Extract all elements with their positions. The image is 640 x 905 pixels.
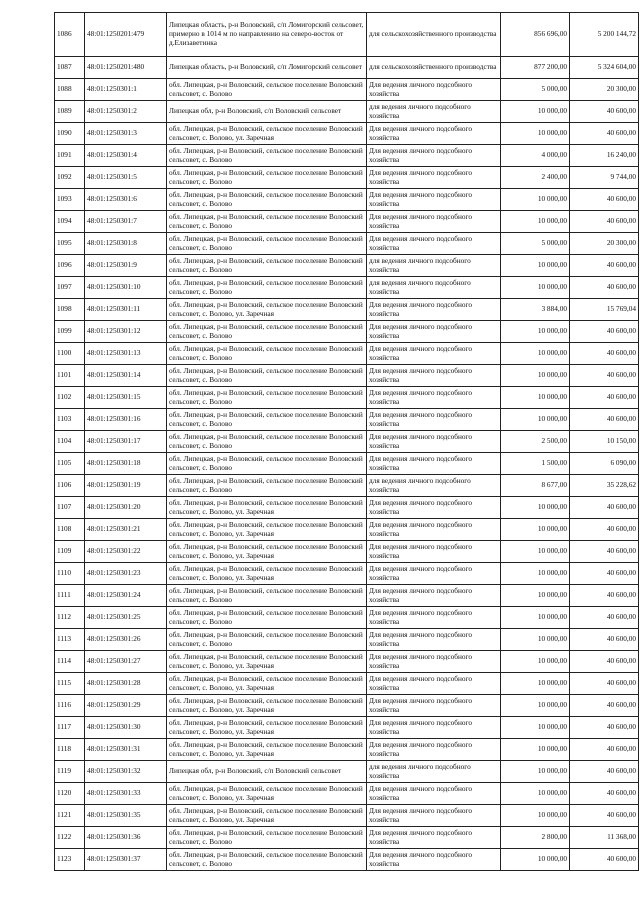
parcel-area: 877 200,00 xyxy=(501,57,570,79)
table-row xyxy=(55,761,639,783)
cadastral-value: 40 600,00 xyxy=(570,497,639,519)
table-row xyxy=(55,145,639,167)
parcel-area: 10 000,00 xyxy=(501,387,570,409)
permitted-use: Для ведения личного подсобного хозяйства xyxy=(367,739,501,761)
row-number: 1110 xyxy=(55,563,85,585)
table-row xyxy=(55,13,639,57)
parcel-area: 10 000,00 xyxy=(501,783,570,805)
parcel-area: 2 500,00 xyxy=(501,431,570,453)
row-number: 1102 xyxy=(55,387,85,409)
row-number: 1114 xyxy=(55,651,85,673)
permitted-use: Для ведения личного подсобного хозяйства xyxy=(367,541,501,563)
cadastral-number: 48:01:1250301:28 xyxy=(85,673,167,695)
cadastral-number: 48:01:1250301:16 xyxy=(85,409,167,431)
table-row xyxy=(55,343,639,365)
permitted-use: Для ведения личного подсобного хозяйства xyxy=(367,211,501,233)
table-row xyxy=(55,453,639,475)
table-row xyxy=(55,519,639,541)
cadastral-number: 48:01:1250301:10 xyxy=(85,277,167,299)
parcel-area: 10 000,00 xyxy=(501,695,570,717)
parcel-address: обл. Липецкая, р-н Воловский, сельское поселение Воловский сельсовет, с. Волово, ул. Заречная xyxy=(167,783,367,805)
parcel-area: 10 000,00 xyxy=(501,365,570,387)
parcel-address: обл. Липецкая, р-н Воловский, сельское поселение Воловский сельсовет, с. Волово, ул. Заречная xyxy=(167,805,367,827)
row-number: 1090 xyxy=(55,123,85,145)
table-row xyxy=(55,651,639,673)
permitted-use: Для ведения личного подсобного хозяйства xyxy=(367,585,501,607)
parcel-address: обл. Липецкая, р-н Воловский, сельское поселение Воловский сельсовет, с. Волово xyxy=(167,277,367,299)
cadastral-number: 48:01:1250301:32 xyxy=(85,761,167,783)
table-row xyxy=(55,475,639,497)
row-number: 1119 xyxy=(55,761,85,783)
parcel-address: Липецкая обл, р-н Воловский, с/п Воловский сельсовет xyxy=(167,761,367,783)
permitted-use: для ведения личного подсобного хозяйства xyxy=(367,255,501,277)
table-row xyxy=(55,189,639,211)
cadastral-number: 48:01:1250201:480 xyxy=(85,57,167,79)
parcel-area: 10 000,00 xyxy=(501,805,570,827)
permitted-use: Для ведения личного подсобного хозяйства xyxy=(367,431,501,453)
permitted-use: Для ведения личного подсобного хозяйства xyxy=(367,827,501,849)
parcel-area: 856 696,00 xyxy=(501,13,570,57)
cadastral-number: 48:01:1250301:29 xyxy=(85,695,167,717)
row-number: 1108 xyxy=(55,519,85,541)
cadastral-value: 5 200 144,72 xyxy=(570,13,639,57)
row-number: 1117 xyxy=(55,717,85,739)
permitted-use: Для ведения личного подсобного хозяйства xyxy=(367,299,501,321)
row-number: 1092 xyxy=(55,167,85,189)
permitted-use: Для ведения личного подсобного хозяйства xyxy=(367,607,501,629)
parcel-area: 10 000,00 xyxy=(501,101,570,123)
cadastral-value: 40 600,00 xyxy=(570,739,639,761)
row-number: 1115 xyxy=(55,673,85,695)
parcel-address: обл. Липецкая, р-н Воловский, сельское поселение Воловский сельсовет, с. Волово xyxy=(167,607,367,629)
cadastral-value: 40 600,00 xyxy=(570,541,639,563)
parcel-address: обл. Липецкая, р-н Воловский, сельское поселение Воловский сельсовет, с. Волово, ул. Заречная xyxy=(167,123,367,145)
land-parcel-table xyxy=(54,12,639,871)
parcel-area: 10 000,00 xyxy=(501,673,570,695)
permitted-use: Для ведения личного подсобного хозяйства xyxy=(367,629,501,651)
row-number: 1107 xyxy=(55,497,85,519)
cadastral-number: 48:01:1250301:2 xyxy=(85,101,167,123)
permitted-use: Для ведения личного подсобного хозяйства xyxy=(367,563,501,585)
table-row xyxy=(55,277,639,299)
permitted-use: Для ведения личного подсобного хозяйства xyxy=(367,167,501,189)
row-number: 1101 xyxy=(55,365,85,387)
parcel-address: обл. Липецкая, р-н Воловский, сельское поселение Воловский сельсовет, с. Волово xyxy=(167,585,367,607)
table-row xyxy=(55,211,639,233)
parcel-area: 10 000,00 xyxy=(501,255,570,277)
table-row xyxy=(55,497,639,519)
cadastral-value: 40 600,00 xyxy=(570,409,639,431)
cadastral-number: 48:01:1250301:21 xyxy=(85,519,167,541)
permitted-use: Для ведения личного подсобного хозяйства xyxy=(367,189,501,211)
parcel-address: Липецкая область, р-н Воловский, с/п Ломигорский сельсовет, примерно в 1014 м по направлению на северо-восток от д.Елизаветинка xyxy=(167,13,367,57)
cadastral-value: 40 600,00 xyxy=(570,189,639,211)
permitted-use: Для ведения личного подсобного хозяйства xyxy=(367,343,501,365)
parcel-area: 10 000,00 xyxy=(501,123,570,145)
table-row xyxy=(55,695,639,717)
cadastral-number: 48:01:1250301:18 xyxy=(85,453,167,475)
parcel-address: обл. Липецкая, р-н Воловский, сельское поселение Воловский сельсовет, с. Волово, ул. Заречная xyxy=(167,563,367,585)
parcel-area: 1 500,00 xyxy=(501,453,570,475)
cadastral-value: 10 150,00 xyxy=(570,431,639,453)
cadastral-number: 48:01:1250301:8 xyxy=(85,233,167,255)
cadastral-value: 40 600,00 xyxy=(570,717,639,739)
table-row xyxy=(55,299,639,321)
cadastral-number: 48:01:1250301:14 xyxy=(85,365,167,387)
parcel-address: обл. Липецкая, р-н Воловский, сельское поселение Воловский сельсовет, с. Волово xyxy=(167,167,367,189)
cadastral-value: 35 228,62 xyxy=(570,475,639,497)
cadastral-value: 40 600,00 xyxy=(570,761,639,783)
row-number: 1103 xyxy=(55,409,85,431)
parcel-address: обл. Липецкая, р-н Воловский, сельское поселение Воловский сельсовет, с. Волово, ул. Заречная xyxy=(167,299,367,321)
cadastral-value: 40 600,00 xyxy=(570,365,639,387)
parcel-address: обл. Липецкая, р-н Воловский, сельское поселение Воловский сельсовет, с. Волово, ул. Заречная xyxy=(167,695,367,717)
parcel-address: обл. Липецкая, р-н Воловский, сельское поселение Воловский сельсовет, с. Волово xyxy=(167,343,367,365)
row-number: 1120 xyxy=(55,783,85,805)
permitted-use: Для ведения личного подсобного хозяйства xyxy=(367,365,501,387)
permitted-use: Для ведения личного подсобного хозяйства xyxy=(367,233,501,255)
cadastral-value: 5 324 604,00 xyxy=(570,57,639,79)
cadastral-value: 40 600,00 xyxy=(570,277,639,299)
cadastral-number: 48:01:1250301:11 xyxy=(85,299,167,321)
cadastral-number: 48:01:1250301:15 xyxy=(85,387,167,409)
row-number: 1104 xyxy=(55,431,85,453)
table-row xyxy=(55,827,639,849)
cadastral-value: 40 600,00 xyxy=(570,805,639,827)
parcel-area: 10 000,00 xyxy=(501,739,570,761)
parcel-address: обл. Липецкая, р-н Воловский, сельское поселение Воловский сельсовет, с. Волово xyxy=(167,475,367,497)
row-number: 1096 xyxy=(55,255,85,277)
parcel-address: Липецкая область, р-н Воловский, с/п Ломигорский сельсовет xyxy=(167,57,367,79)
parcel-address: обл. Липецкая, р-н Воловский, сельское поселение Воловский сельсовет, с. Волово xyxy=(167,321,367,343)
table-row xyxy=(55,541,639,563)
row-number: 1105 xyxy=(55,453,85,475)
cadastral-value: 40 600,00 xyxy=(570,387,639,409)
row-number: 1118 xyxy=(55,739,85,761)
cadastral-value: 40 600,00 xyxy=(570,211,639,233)
permitted-use: для ведения личного подсобного хозяйства xyxy=(367,761,501,783)
permitted-use: Для ведения личного подсобного хозяйства xyxy=(367,717,501,739)
cadastral-value: 40 600,00 xyxy=(570,585,639,607)
cadastral-number: 48:01:1250301:26 xyxy=(85,629,167,651)
row-number: 1088 xyxy=(55,79,85,101)
table-row xyxy=(55,717,639,739)
parcel-address: обл. Липецкая, р-н Воловский, сельское поселение Воловский сельсовет, с. Волово xyxy=(167,849,367,871)
parcel-address: обл. Липецкая, р-н Воловский, сельское поселение Воловский сельсовет, с. Волово xyxy=(167,827,367,849)
parcel-area: 5 000,00 xyxy=(501,79,570,101)
cadastral-number: 48:01:1250301:35 xyxy=(85,805,167,827)
table-row xyxy=(55,629,639,651)
row-number: 1109 xyxy=(55,541,85,563)
cadastral-value: 40 600,00 xyxy=(570,123,639,145)
table-row xyxy=(55,79,639,101)
table-row xyxy=(55,607,639,629)
row-number: 1087 xyxy=(55,57,85,79)
permitted-use: Для ведения личного подсобного хозяйства xyxy=(367,387,501,409)
parcel-area: 10 000,00 xyxy=(501,563,570,585)
cadastral-number: 48:01:1250301:9 xyxy=(85,255,167,277)
permitted-use: Для ведения личного подсобного хозяйства xyxy=(367,321,501,343)
parcel-address: обл. Липецкая, р-н Воловский, сельское поселение Воловский сельсовет, с. Волово xyxy=(167,453,367,475)
row-number: 1123 xyxy=(55,849,85,871)
permitted-use: для сельскохозяйственного производства xyxy=(367,57,501,79)
parcel-area: 10 000,00 xyxy=(501,717,570,739)
table-row xyxy=(55,563,639,585)
row-number: 1091 xyxy=(55,145,85,167)
row-number: 1099 xyxy=(55,321,85,343)
parcel-area: 10 000,00 xyxy=(501,211,570,233)
cadastral-number: 48:01:1250301:25 xyxy=(85,607,167,629)
table-row xyxy=(55,101,639,123)
cadastral-number: 48:01:1250301:1 xyxy=(85,79,167,101)
cadastral-value: 40 600,00 xyxy=(570,255,639,277)
cadastral-number: 48:01:1250301:13 xyxy=(85,343,167,365)
permitted-use: Для ведения личного подсобного хозяйства xyxy=(367,409,501,431)
parcel-address: обл. Липецкая, р-н Воловский, сельское поселение Воловский сельсовет, с. Волово xyxy=(167,431,367,453)
parcel-address: обл. Липецкая, р-н Воловский, сельское поселение Воловский сельсовет, с. Волово xyxy=(167,79,367,101)
cadastral-number: 48:01:1250301:7 xyxy=(85,211,167,233)
cadastral-value: 9 744,00 xyxy=(570,167,639,189)
parcel-address: обл. Липецкая, р-н Воловский, сельское поселение Воловский сельсовет, с. Волово xyxy=(167,387,367,409)
parcel-area: 10 000,00 xyxy=(501,849,570,871)
cadastral-value: 40 600,00 xyxy=(570,651,639,673)
cadastral-value: 40 600,00 xyxy=(570,343,639,365)
table-row xyxy=(55,783,639,805)
cadastral-value: 40 600,00 xyxy=(570,321,639,343)
row-number: 1094 xyxy=(55,211,85,233)
table-row xyxy=(55,365,639,387)
permitted-use: для ведения личного подсобного хозяйства xyxy=(367,475,501,497)
parcel-area: 2 800,00 xyxy=(501,827,570,849)
cadastral-value: 40 600,00 xyxy=(570,849,639,871)
parcel-address: обл. Липецкая, р-н Воловский, сельское поселение Воловский сельсовет, с. Волово xyxy=(167,629,367,651)
row-number: 1112 xyxy=(55,607,85,629)
row-number: 1106 xyxy=(55,475,85,497)
parcel-address: обл. Липецкая, р-н Воловский, сельское поселение Воловский сельсовет, с. Волово, ул. Заречная xyxy=(167,519,367,541)
row-number: 1113 xyxy=(55,629,85,651)
cadastral-value: 6 090,00 xyxy=(570,453,639,475)
parcel-area: 10 000,00 xyxy=(501,541,570,563)
cadastral-value: 40 600,00 xyxy=(570,783,639,805)
cadastral-number: 48:01:1250301:3 xyxy=(85,123,167,145)
table-row xyxy=(55,167,639,189)
cadastral-number: 48:01:1250301:37 xyxy=(85,849,167,871)
table-row xyxy=(55,585,639,607)
table-row xyxy=(55,57,639,79)
parcel-address: обл. Липецкая, р-н Воловский, сельское поселение Воловский сельсовет, с. Волово xyxy=(167,211,367,233)
row-number: 1095 xyxy=(55,233,85,255)
permitted-use: Для ведения личного подсобного хозяйства xyxy=(367,695,501,717)
permitted-use: Для ведения личного подсобного хозяйства xyxy=(367,651,501,673)
cadastral-value: 11 368,00 xyxy=(570,827,639,849)
parcel-address: обл. Липецкая, р-н Воловский, сельское поселение Воловский сельсовет, с. Волово xyxy=(167,145,367,167)
cadastral-value: 40 600,00 xyxy=(570,673,639,695)
table-row xyxy=(55,321,639,343)
table-row xyxy=(55,123,639,145)
row-number: 1121 xyxy=(55,805,85,827)
parcel-area: 10 000,00 xyxy=(501,189,570,211)
cadastral-value: 40 600,00 xyxy=(570,629,639,651)
cadastral-number: 48:01:1250301:22 xyxy=(85,541,167,563)
permitted-use: для сельскохозяйственного производства xyxy=(367,13,501,57)
cadastral-number: 48:01:1250301:20 xyxy=(85,497,167,519)
row-number: 1097 xyxy=(55,277,85,299)
row-number: 1116 xyxy=(55,695,85,717)
permitted-use: Для ведения личного подсобного хозяйства xyxy=(367,79,501,101)
permitted-use: Для ведения личного подсобного хозяйства xyxy=(367,849,501,871)
cadastral-number: 48:01:1250301:5 xyxy=(85,167,167,189)
parcel-area: 3 884,00 xyxy=(501,299,570,321)
parcel-address: обл. Липецкая, р-н Воловский, сельское поселение Воловский сельсовет, с. Волово xyxy=(167,409,367,431)
cadastral-value: 16 240,00 xyxy=(570,145,639,167)
parcel-area: 8 677,00 xyxy=(501,475,570,497)
cadastral-number: 48:01:1250301:24 xyxy=(85,585,167,607)
table-row xyxy=(55,409,639,431)
permitted-use: Для ведения личного подсобного хозяйства xyxy=(367,783,501,805)
cadastral-number: 48:01:1250301:4 xyxy=(85,145,167,167)
parcel-area: 4 000,00 xyxy=(501,145,570,167)
cadastral-number: 48:01:1250301:23 xyxy=(85,563,167,585)
cadastral-value: 20 300,00 xyxy=(570,233,639,255)
permitted-use: для ведения личного подсобного хозяйства xyxy=(367,101,501,123)
table-row xyxy=(55,849,639,871)
parcel-address: обл. Липецкая, р-н Воловский, сельское поселение Воловский сельсовет, с. Волово, ул. Заречная xyxy=(167,497,367,519)
parcel-area: 10 000,00 xyxy=(501,651,570,673)
parcel-address: обл. Липецкая, р-н Воловский, сельское поселение Воловский сельсовет, с. Волово, ул. Заречная xyxy=(167,717,367,739)
parcel-address: Липецкая обл, р-н Воловский, с/п Воловский сельсовет xyxy=(167,101,367,123)
permitted-use: Для ведения личного подсобного хозяйства xyxy=(367,673,501,695)
permitted-use: Для ведения личного подсобного хозяйства xyxy=(367,497,501,519)
table-body xyxy=(55,13,639,871)
permitted-use: Для ведения личного подсобного хозяйства xyxy=(367,519,501,541)
row-number: 1098 xyxy=(55,299,85,321)
cadastral-number: 48:01:1250301:6 xyxy=(85,189,167,211)
parcel-area: 10 000,00 xyxy=(501,607,570,629)
row-number: 1093 xyxy=(55,189,85,211)
permitted-use: Для ведения личного подсобного хозяйства xyxy=(367,453,501,475)
row-number: 1089 xyxy=(55,101,85,123)
cadastral-number: 48:01:1250301:33 xyxy=(85,783,167,805)
permitted-use: Для ведения личного подсобного хозяйства xyxy=(367,145,501,167)
parcel-address: обл. Липецкая, р-н Воловский, сельское поселение Воловский сельсовет, с. Волово, ул. Заречная xyxy=(167,541,367,563)
parcel-area: 10 000,00 xyxy=(501,519,570,541)
row-number: 1100 xyxy=(55,343,85,365)
parcel-area: 10 000,00 xyxy=(501,761,570,783)
parcel-address: обл. Липецкая, р-н Воловский, сельское поселение Воловский сельсовет, с. Волово, ул. Заречная xyxy=(167,651,367,673)
table-row xyxy=(55,233,639,255)
permitted-use: для ведения личного подсобного хозяйства xyxy=(367,277,501,299)
parcel-area: 2 400,00 xyxy=(501,167,570,189)
table-row xyxy=(55,387,639,409)
document-page xyxy=(54,12,638,871)
parcel-address: обл. Липецкая, р-н Воловский, сельское поселение Воловский сельсовет, с. Волово, ул. Заречная xyxy=(167,739,367,761)
cadastral-value: 40 600,00 xyxy=(570,695,639,717)
cadastral-value: 40 600,00 xyxy=(570,563,639,585)
parcel-area: 10 000,00 xyxy=(501,629,570,651)
cadastral-number: 48:01:1250201:479 xyxy=(85,13,167,57)
parcel-address: обл. Липецкая, р-н Воловский, сельское поселение Воловский сельсовет, с. Волово, ул. Заречная xyxy=(167,673,367,695)
table-row xyxy=(55,255,639,277)
cadastral-number: 48:01:1250301:31 xyxy=(85,739,167,761)
row-number: 1086 xyxy=(55,13,85,57)
permitted-use: Для ведения личного подсобного хозяйства xyxy=(367,123,501,145)
cadastral-number: 48:01:1250301:12 xyxy=(85,321,167,343)
cadastral-value: 15 769,04 xyxy=(570,299,639,321)
parcel-address: обл. Липецкая, р-н Воловский, сельское поселение Воловский сельсовет, с. Волово xyxy=(167,189,367,211)
table-row xyxy=(55,805,639,827)
parcel-area: 10 000,00 xyxy=(501,321,570,343)
cadastral-number: 48:01:1250301:17 xyxy=(85,431,167,453)
table-row xyxy=(55,739,639,761)
cadastral-value: 20 300,00 xyxy=(570,79,639,101)
cadastral-value: 40 600,00 xyxy=(570,607,639,629)
table-row xyxy=(55,673,639,695)
parcel-address: обл. Липецкая, р-н Воловский, сельское поселение Воловский сельсовет, с. Волово xyxy=(167,233,367,255)
parcel-area: 5 000,00 xyxy=(501,233,570,255)
row-number: 1122 xyxy=(55,827,85,849)
cadastral-number: 48:01:1250301:36 xyxy=(85,827,167,849)
parcel-address: обл. Липецкая, р-н Воловский, сельское поселение Воловский сельсовет, с. Волово xyxy=(167,365,367,387)
parcel-area: 10 000,00 xyxy=(501,343,570,365)
parcel-area: 10 000,00 xyxy=(501,277,570,299)
cadastral-number: 48:01:1250301:30 xyxy=(85,717,167,739)
permitted-use: Для ведения личного подсобного хозяйства xyxy=(367,805,501,827)
cadastral-number: 48:01:1250301:19 xyxy=(85,475,167,497)
parcel-area: 10 000,00 xyxy=(501,585,570,607)
table-row xyxy=(55,431,639,453)
parcel-area: 10 000,00 xyxy=(501,409,570,431)
parcel-address: обл. Липецкая, р-н Воловский, сельское поселение Воловский сельсовет, с. Волово xyxy=(167,255,367,277)
cadastral-value: 40 600,00 xyxy=(570,519,639,541)
row-number: 1111 xyxy=(55,585,85,607)
cadastral-number: 48:01:1250301:27 xyxy=(85,651,167,673)
parcel-area: 10 000,00 xyxy=(501,497,570,519)
cadastral-value: 40 600,00 xyxy=(570,101,639,123)
